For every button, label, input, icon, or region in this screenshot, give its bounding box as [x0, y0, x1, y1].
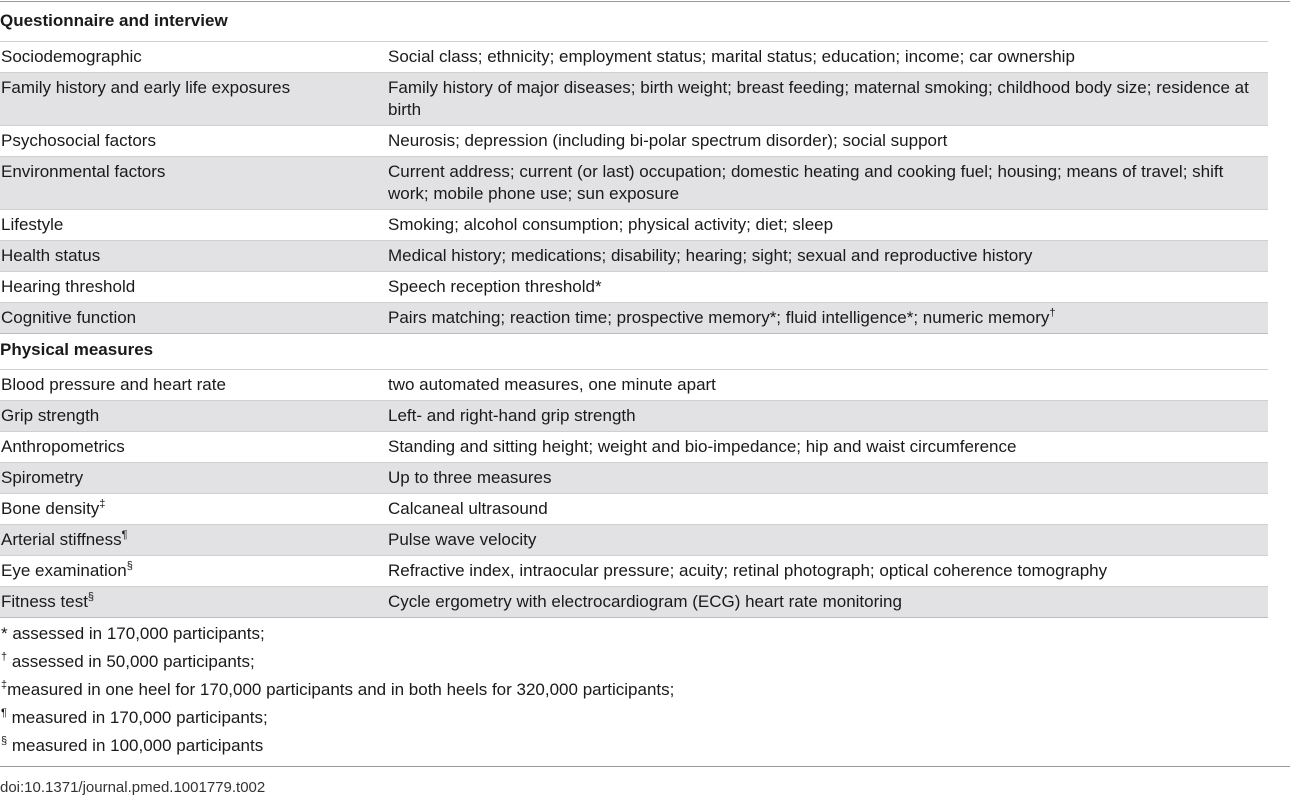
row-value: Neurosis; depression (including bi-polar spectrum disorder); social support [388, 131, 948, 150]
row-label: Blood pressure and heart rate [1, 375, 226, 394]
row-value-cell [388, 303, 1268, 333]
footnote-mark: § [1, 735, 8, 747]
row-value: Refractive index, intraocular pressure; acuity; retinal photograph; optical coherence tomography [388, 561, 1108, 580]
footnote-mark: * [1, 624, 8, 643]
row-label: Bone density [1, 499, 100, 518]
table-row [0, 271, 1268, 302]
footnote [1, 708, 268, 728]
row-label-cell [0, 241, 388, 271]
row-label: Fitness test [1, 592, 88, 611]
footnote [1, 652, 255, 672]
footnote [1, 624, 265, 644]
row-label: Health status [1, 246, 101, 265]
row-value: Current address; current (or last) occupation; domestic heating and cooking fuel; housing; means of travel; shift work; mobile phone use; sun exposure [388, 162, 1224, 203]
footnote-mark: † [1, 651, 8, 663]
footnote-marker: ‡ [99, 498, 106, 510]
row-value-cell [388, 587, 1268, 617]
row-value-cell [388, 73, 1268, 125]
footnote-marker: § [126, 560, 133, 572]
footnote-mark: ‡ [1, 679, 8, 691]
row-label: Sociodemographic [1, 47, 142, 66]
questionnaire-table [0, 41, 1268, 334]
row-value-cell [388, 241, 1268, 271]
row-value-cell [388, 556, 1268, 586]
row-label: Family history and early life exposures [1, 78, 291, 97]
table-row [0, 209, 1268, 240]
table-row [0, 493, 1268, 524]
row-label-cell [0, 556, 388, 586]
row-label: Environmental factors [1, 162, 166, 181]
row-value: Cycle ergometry with electrocardiogram (ECG) heart rate monitoring [388, 592, 902, 611]
row-label-cell [0, 401, 388, 431]
section-title-physical: Physical measures [0, 340, 154, 359]
row-label-cell [0, 157, 388, 209]
row-label: Psychosocial factors [1, 131, 156, 150]
table-row [0, 462, 1268, 493]
row-value-cell [388, 157, 1268, 209]
row-label-cell [0, 494, 388, 524]
footnote-marker: † [1049, 307, 1056, 319]
row-value: Pulse wave velocity [388, 530, 537, 549]
row-value-cell [388, 272, 1268, 302]
row-value-cell [388, 370, 1268, 400]
row-label: Anthropometrics [1, 437, 125, 456]
row-value: Left- and right-hand grip strength [388, 406, 636, 425]
row-value: Speech reception threshold* [388, 277, 602, 296]
footnote-text: measured in 170,000 participants; [6, 708, 268, 727]
row-label-cell [0, 210, 388, 240]
footnote-text: measured in 100,000 participants [7, 736, 264, 755]
row-label-cell [0, 272, 388, 302]
row-value: Family history of major diseases; birth weight; breast feeding; maternal smoking; childhood body size; residence at birth [388, 78, 1249, 119]
row-value-cell [388, 42, 1268, 72]
table-row [0, 41, 1268, 72]
row-label: Eye examination [1, 561, 127, 580]
row-label: Hearing threshold [1, 277, 136, 296]
table-row [0, 72, 1268, 125]
row-label-cell [0, 463, 388, 493]
row-label-cell [0, 370, 388, 400]
footnote-marker: § [87, 591, 95, 603]
table-row [0, 156, 1268, 209]
row-label: Lifestyle [1, 215, 64, 234]
table-row [0, 431, 1268, 462]
row-label: Cognitive function [1, 308, 137, 327]
doi-text: doi:10.1371/journal.pmed.1001779.t002 [0, 779, 266, 796]
footnote [1, 736, 263, 756]
footnote-marker: ¶ [121, 529, 128, 541]
table-row [0, 369, 1268, 400]
table-row [0, 240, 1268, 271]
row-value: Standing and sitting height; weight and bio-impedance; hip and waist circumference [388, 437, 1017, 456]
row-label-cell [0, 303, 388, 333]
row-value: Smoking; alcohol consumption; physical activity; diet; sleep [388, 215, 834, 234]
table-row [0, 555, 1268, 586]
row-label: Arterial stiffness [1, 530, 122, 549]
footnote-text: assessed in 50,000 participants; [7, 652, 255, 671]
section-title-questionnaire: Questionnaire and interview [0, 11, 228, 30]
row-value-cell [388, 494, 1268, 524]
footnote-text: assessed in 170,000 participants; [7, 624, 265, 643]
table-bottom-rule [0, 333, 1268, 334]
footnote-mark: ¶ [1, 707, 7, 719]
table-row [0, 400, 1268, 431]
row-value-cell [388, 401, 1268, 431]
row-value-cell [388, 126, 1268, 156]
table-row [0, 524, 1268, 555]
row-label: Spirometry [1, 468, 84, 487]
top-rule [0, 1, 1290, 2]
row-value-cell [388, 525, 1268, 555]
row-value: Pairs matching; reaction time; prospective memory*; fluid intelligence*; numeric memory [388, 308, 1050, 327]
row-value: Calcaneal ultrasound [388, 499, 548, 518]
footnote [1, 680, 674, 700]
physical-measures-table [0, 369, 1268, 618]
row-value: two automated measures, one minute apart [388, 375, 716, 394]
row-label-cell [0, 432, 388, 462]
table-bottom-rule [0, 617, 1268, 618]
table-row [0, 302, 1268, 333]
row-label: Grip strength [1, 406, 100, 425]
footnote-text: measured in one heel for 170,000 participants and in both heels for 320,000 participants; [7, 680, 675, 699]
row-label-cell [0, 73, 388, 125]
row-value: Up to three measures [388, 468, 552, 487]
row-value: Social class; ethnicity; employment status; marital status; education; income; car ownership [388, 47, 1075, 66]
row-label-cell [0, 587, 388, 617]
row-value: Medical history; medications; disability; hearing; sight; sexual and reproductive history [388, 246, 1033, 265]
row-label-cell [0, 525, 388, 555]
row-label-cell [0, 42, 388, 72]
table-row [0, 125, 1268, 156]
row-value-cell [388, 432, 1268, 462]
row-label-cell [0, 126, 388, 156]
table-row [0, 586, 1268, 617]
row-value-cell [388, 463, 1268, 493]
row-value-cell [388, 210, 1268, 240]
doi-rule [0, 766, 1290, 767]
